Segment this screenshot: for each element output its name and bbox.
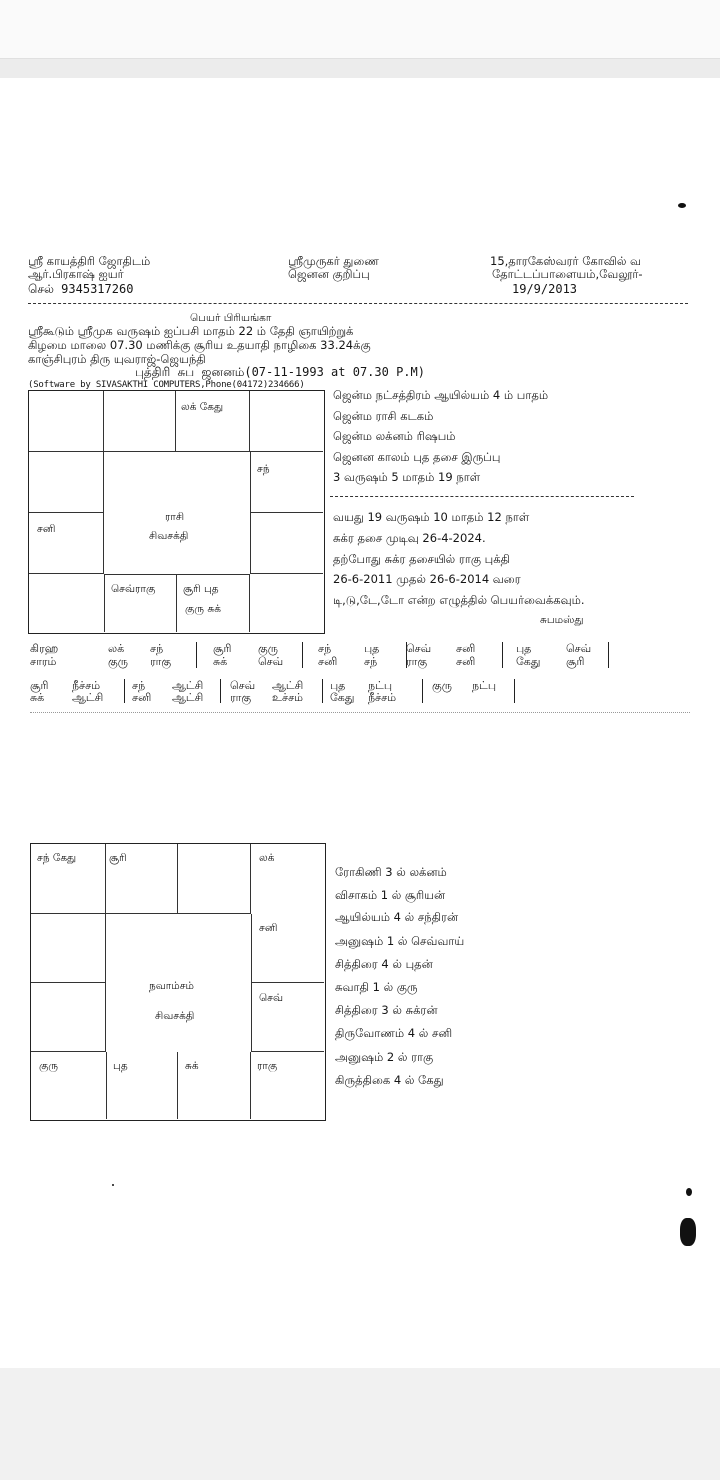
- intro-line-2: கிழமை மாலை 07.30 மணிக்கு சூரிய உதயாதி நாழிகை 33.24க்கு: [28, 338, 371, 352]
- navamsa-center-title: நவாம்சம்: [149, 980, 194, 992]
- document-page: [0, 78, 720, 1368]
- intro-line-4: புத்திரி சுப ஜனனம்(07-11-1993 at 07.30 P.M): [135, 365, 425, 379]
- planet-table-row1-cell: குரு: [258, 642, 278, 655]
- header-right-line-1: 15,தாரகேஸ்வரர் கோவில் வ: [490, 254, 642, 268]
- page-section-divider: [30, 712, 690, 713]
- rasi-left-col-3-text: சனி: [37, 523, 56, 535]
- header-center-line-1: ஸ்ரீமுருகர் துணை: [288, 254, 379, 268]
- planet-table-row2-cell: சனி: [318, 655, 338, 668]
- dignity-separator: [422, 679, 423, 703]
- navamsa-info-3: ஆயில்யம் 4 ல் சந்திரன்: [335, 910, 459, 924]
- planet-table-separator: [502, 642, 503, 668]
- navamsa-info-2: விசாகம் 1 ல் சூரியன்: [335, 888, 446, 902]
- navamsa-bottom-row-3-text: சுக்: [185, 1060, 199, 1072]
- dignity-row1-cell: சந்: [132, 679, 146, 692]
- planet-table-row2-cell: சூரி: [566, 655, 585, 668]
- planet-table-separator: [302, 642, 303, 668]
- header-phone: செல் 9345317260: [28, 282, 134, 296]
- header-left-line-1: ஸ்ரீ காயத்திரி ஜோதிடம்: [28, 254, 151, 268]
- planet-table-row1-cell: செவ்: [566, 642, 592, 655]
- planet-table-row1-cell: செவ்: [406, 642, 432, 655]
- rasi-chart: [28, 390, 325, 634]
- dignity-row2-cell: கேது: [330, 691, 355, 704]
- planet-table-row1-cell: புத: [516, 642, 532, 655]
- navamsa-info-9: அனுஷம் 2 ல் ராகு: [335, 1050, 434, 1064]
- planet-table-separator: [406, 642, 407, 668]
- dignity-row1-cell: நட்பு: [368, 679, 392, 692]
- birth-info-4: ஜெனன காலம் புத தசை இருப்பு: [333, 450, 501, 464]
- intro-line-3: காஞ்சிபுரம் திரு யுவராஜ்-ஜெயந்தி: [28, 352, 206, 366]
- planet-table-row1-cell: கிரஹ: [30, 642, 59, 655]
- planet-table-row2-cell: செவ்: [258, 655, 284, 668]
- birth-info-5: 3 வருஷம் 5 மாதம் 19 நாள்: [333, 470, 481, 484]
- dignity-row2-cell: ஆட்சி: [172, 691, 204, 704]
- scan-blot: [680, 1218, 696, 1246]
- navamsa-cell-3: [178, 844, 251, 914]
- planet-table-row1-cell: லக்: [108, 642, 125, 655]
- rasi-center-sub: சிவசக்தி: [149, 530, 189, 542]
- intro-line-1: ஸ்ரீகூடும் ஸ்ரீமுக வருஷம் ஐப்பசி மாதம் 22 ம் தேதி ஞாயிற்றுக்: [28, 324, 354, 338]
- planet-table-separator: [196, 642, 197, 668]
- rasi-cell-4: [250, 391, 323, 452]
- age-info-3: தற்போது சுக்ர தசையில் ராகு புக்தி: [333, 552, 510, 566]
- dignity-row1-cell: சூரி: [30, 679, 49, 692]
- planet-table-row2-cell: சாரம்: [30, 655, 57, 668]
- rasi-bottom-row-3b-text: குரு சுக்: [185, 603, 221, 615]
- rasi-bottom-row-2-text: செவ்ராகு: [111, 583, 156, 595]
- navamsa-bottom-row-1-text: குரு: [39, 1060, 59, 1072]
- dignity-row1-cell: ஆட்சி: [272, 679, 304, 692]
- navamsa-right-col-3-text: செவ்: [259, 992, 284, 1004]
- planet-table-row1-cell: சனி: [456, 642, 476, 655]
- planet-table-row1-cell: புத: [364, 642, 380, 655]
- planet-table-row2-cell: குரு: [108, 655, 128, 668]
- navamsa-bottom-row-4-text: ராகு: [257, 1060, 278, 1072]
- planet-table-row2-cell: ராகு: [150, 655, 172, 668]
- birth-info-3: ஜென்ம லக்னம் ரிஷபம்: [333, 429, 456, 443]
- dignity-row1-cell: நீச்சம்: [72, 679, 101, 692]
- navamsa-info-10: கிருத்திகை 4 ல் கேது: [335, 1073, 444, 1087]
- navamsa-info-1: ரோகிணி 3 ல் லக்னம்: [335, 865, 447, 879]
- navamsa-info-7: சித்திரை 3 ல் சுக்ரன்: [335, 1003, 438, 1017]
- name-line: பெயர் பிரியங்கா: [190, 312, 272, 324]
- software-credit: (Software by SIVASAKTHI COMPUTERS,Phone(04172)234666): [28, 380, 305, 390]
- age-info-4: 26-6-2011 முதல் 26-6-2014 வரை: [333, 572, 521, 586]
- header-left-line-2: ஆர்.பிரகாஷ் ஐயர்: [28, 267, 124, 281]
- scan-speck: [686, 1188, 692, 1196]
- dignity-separator: [322, 679, 323, 703]
- dignity-row1-cell: ஆட்சி: [172, 679, 204, 692]
- dignity-row1-cell: குரு: [432, 679, 452, 692]
- navamsa-info-6: சுவாதி 1 ல் குரு: [335, 980, 418, 994]
- scan-speck: [678, 203, 686, 208]
- dignity-separator: [220, 679, 221, 703]
- planet-table-row2-cell: சந்: [364, 655, 378, 668]
- dignity-row2-cell: ஆட்சி: [72, 691, 104, 704]
- navamsa-info-8: திருவோணம் 4 ல் சனி: [335, 1026, 453, 1040]
- navamsa-info-4: அனுஷம் 1 ல் செவ்வாய்: [335, 934, 465, 948]
- birth-info-2: ஜென்ம ராசி கடகம்: [333, 409, 434, 423]
- app-top-bar: [0, 0, 720, 59]
- planet-table-row1-cell: சந்: [318, 642, 332, 655]
- dignity-row1-cell: நட்பு: [472, 679, 496, 692]
- rasi-cell-right-3: [250, 513, 323, 574]
- navamsa-cell-left-3: [31, 983, 106, 1052]
- rasi-cell-left-2: [29, 452, 104, 513]
- navamsa-right-col-2-text: சனி: [259, 922, 278, 934]
- planet-table-row2-cell: கேது: [516, 655, 541, 668]
- navamsa-top-row-1-text: சந் கேது: [37, 852, 77, 864]
- rasi-top-row-2-text: லக் கேது: [181, 401, 224, 413]
- dignity-row2-cell: ராகு: [230, 691, 252, 704]
- signoff: சுபமஸ்து: [540, 614, 584, 626]
- planet-table-row2-cell: ராகு: [406, 655, 428, 668]
- age-info-2: சுக்ர தசை முடிவு 26-4-2024.: [333, 531, 486, 545]
- age-info-1: வயது 19 வருஷம் 10 மாதம் 12 நாள்: [333, 510, 530, 524]
- header-center-line-2: ஜெனன குறிப்பு: [288, 267, 370, 281]
- rasi-right-col-2-text: சந்: [257, 463, 270, 475]
- navamsa-bottom-row-2-text: புத: [113, 1060, 128, 1072]
- dignity-row2-cell: உச்சம்: [272, 691, 304, 704]
- birth-info-1: ஜென்ம நட்சத்திரம் ஆயில்யம் 4 ம் பாதம்: [333, 388, 549, 402]
- dignity-row2-cell: சனி: [132, 691, 152, 704]
- planet-table-row2-cell: சுக்: [213, 655, 228, 668]
- rasi-cell-right-2: [250, 452, 323, 513]
- age-info-5: டி,டு,டே,டோ என்ற எழுத்தில் பெயர்வைக்கவும்.: [333, 593, 585, 607]
- planet-table-row2-cell: சனி: [456, 655, 476, 668]
- scan-speck: [112, 1184, 114, 1186]
- dignity-separator: [124, 679, 125, 703]
- header-divider: [28, 303, 688, 304]
- planet-table-separator: [608, 642, 609, 668]
- header-right-line-2: தோட்டப்பாளையம்,வேலூர்-: [492, 267, 643, 281]
- navamsa-center-sub: சிவசக்தி: [155, 1010, 195, 1022]
- dignity-row1-cell: செவ்: [230, 679, 256, 692]
- navamsa-top-row-4-text: லக்: [259, 852, 275, 864]
- planet-table-row1-cell: சூரி: [213, 642, 232, 655]
- header-date: 19/9/2013: [512, 282, 578, 296]
- dignity-separator: [514, 679, 515, 703]
- navamsa-top-row-2-text: சூரி: [109, 852, 127, 864]
- dignity-row2-cell: நீச்சம்: [368, 691, 397, 704]
- rasi-bottom-row-3a-text: சூரி புத: [183, 583, 219, 595]
- rasi-cell-1: [29, 391, 104, 452]
- navamsa-chart: [30, 843, 326, 1121]
- planet-table-row1-cell: சந்: [150, 642, 164, 655]
- app-bottom-bar: [0, 1368, 720, 1480]
- navamsa-cell-left-2: [31, 914, 106, 983]
- dignity-row1-cell: புத: [330, 679, 346, 692]
- dignity-row2-cell: சுக்: [30, 691, 45, 704]
- navamsa-info-5: சித்திரை 4 ல் புதன்: [335, 957, 433, 971]
- birth-info-divider: [330, 496, 634, 497]
- rasi-center-title: ராசி: [165, 511, 185, 523]
